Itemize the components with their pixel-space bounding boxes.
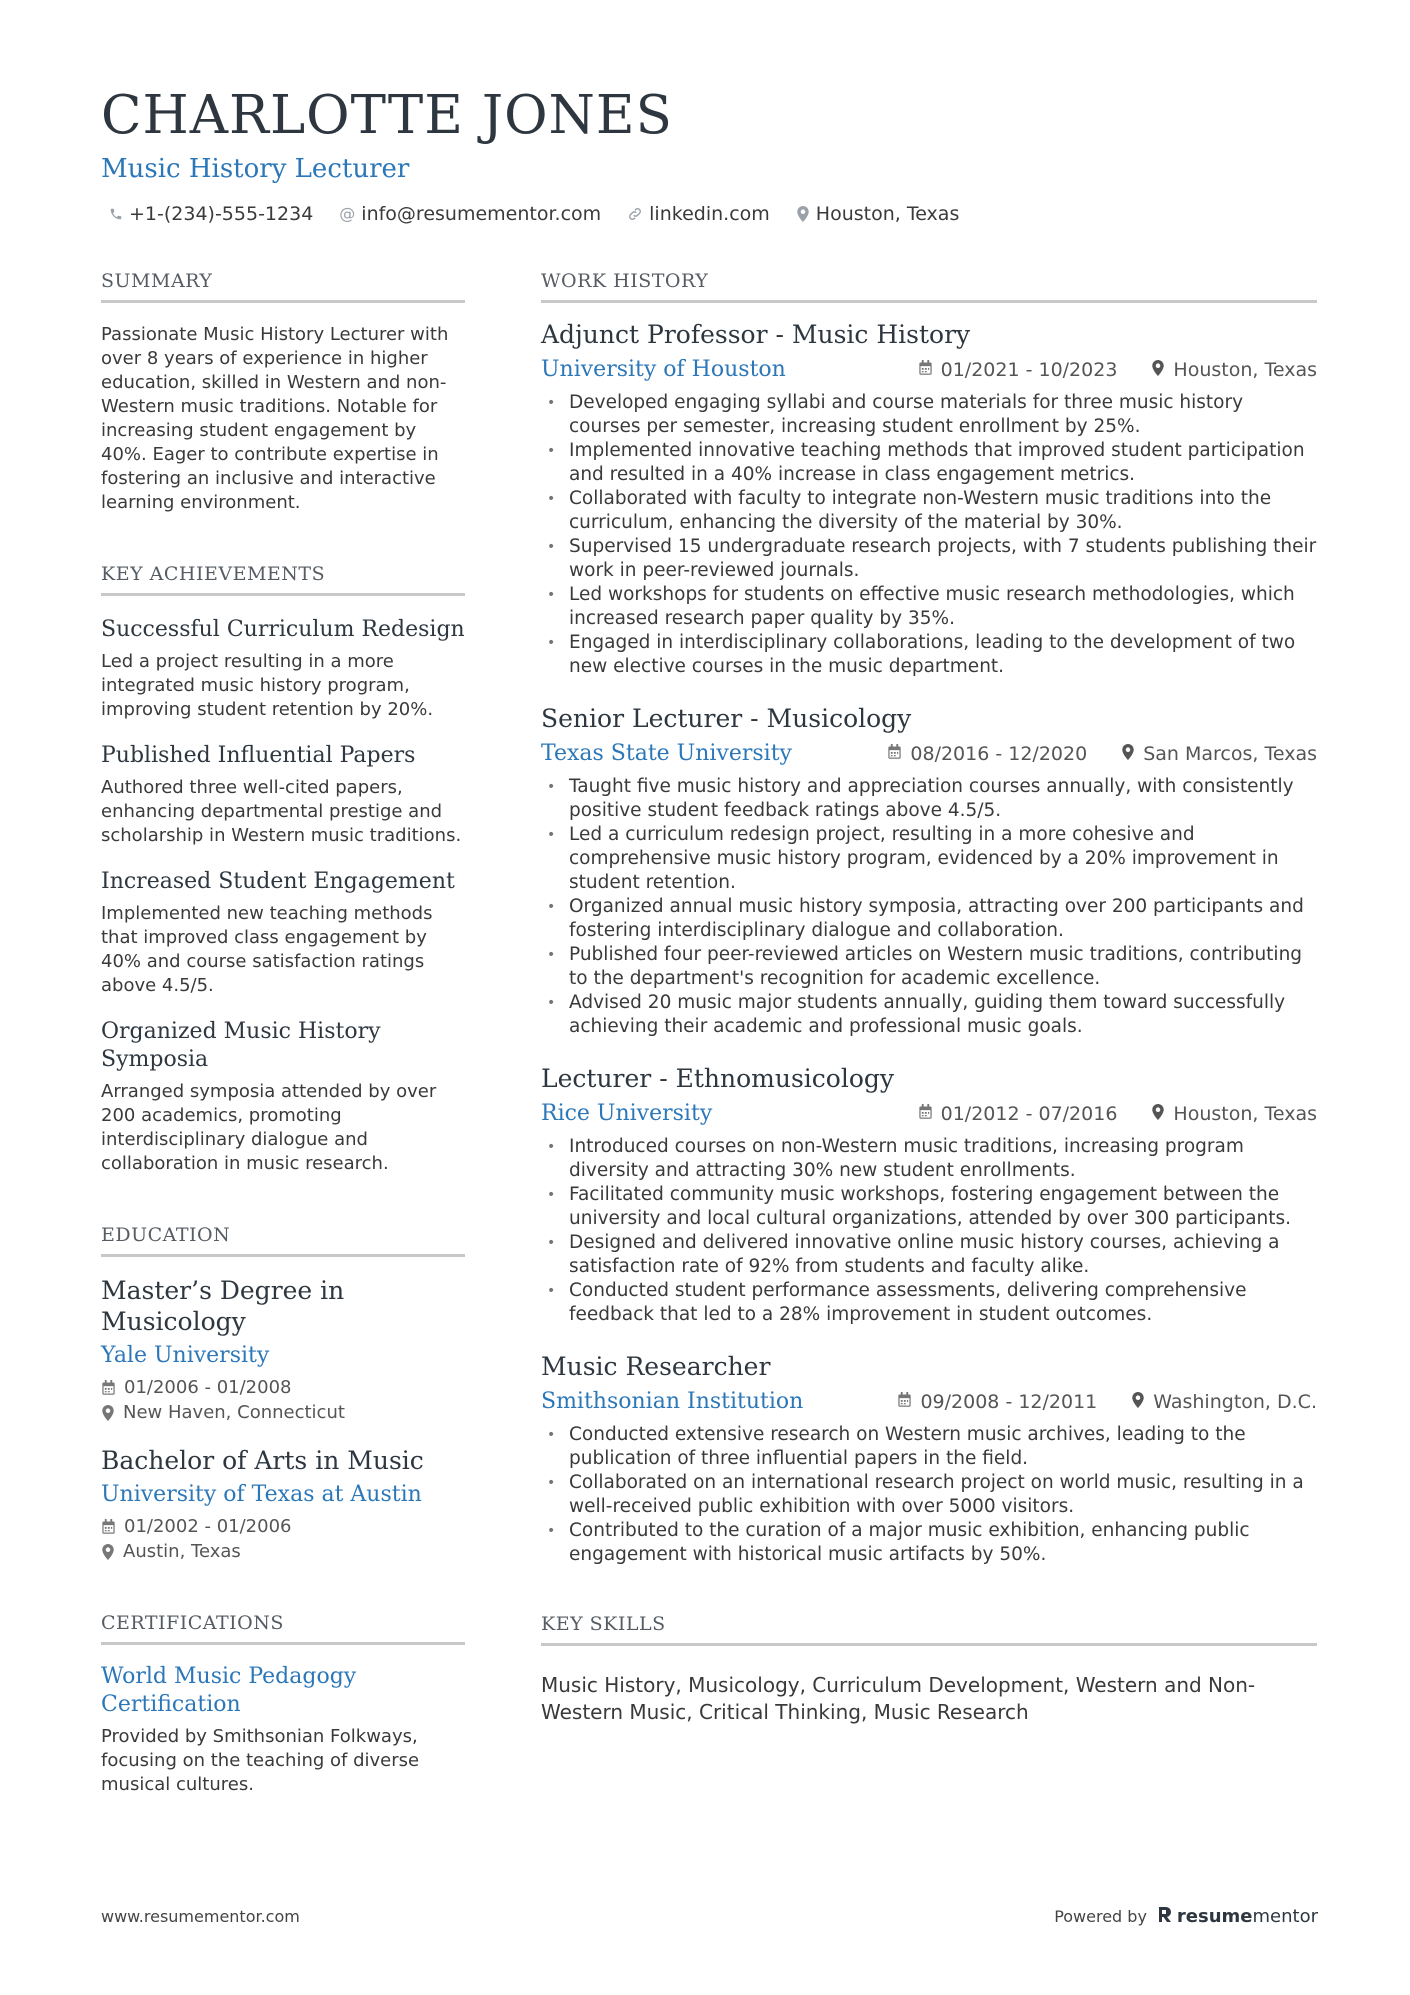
email-text: info@resumementor.com — [361, 203, 602, 225]
calendar-icon — [918, 359, 933, 381]
list-item: • Collaborated with faculty to integrate non-Western music traditions into the curriculum, enhancing the diversity of the material by 30%. — [541, 487, 1317, 535]
list-item: • Led workshops for students on effective music research methodologies, which increased research paper quality by 35%. — [541, 583, 1317, 631]
list-item: • Conducted student performance assessments, delivering comprehensive feedback that led to a 28% improvement in student outcomes. — [541, 1279, 1317, 1327]
achievement-text: Authored three well-cited papers, enhancing departmental prestige and scholarship in Western music traditions. — [101, 777, 462, 846]
list-item: • Engaged in interdisciplinary collaborations, leading to the development of two new elective courses in the music department. — [541, 631, 1317, 679]
map-pin-icon — [796, 206, 810, 222]
work-history-heading: WORK HISTORY — [541, 268, 1317, 303]
employer-name: Rice University — [541, 1101, 713, 1126]
resume-header — [101, 82, 1321, 228]
certifications-section — [101, 1610, 465, 1797]
certification-text: Provided by Smithsonian Folkways, focusing on the teaching of diverse musical cultures. — [101, 1726, 420, 1795]
candidate-role: Music History Lecturer — [101, 154, 410, 184]
link-icon — [627, 206, 643, 222]
list-item: • Organized annual music history symposia, attracting over 200 participants and fostering interdisciplinary dialogue and collaboration. — [541, 895, 1317, 943]
map-pin-icon — [1151, 1103, 1165, 1125]
job-meta-row — [541, 1387, 1317, 1417]
list-item: • Introduced courses on non-Western music traditions, increasing program diversity and attracting 30% new student enrollments. — [541, 1135, 1317, 1183]
achievements-section — [101, 561, 465, 1176]
skills-section — [541, 1611, 1317, 1726]
job-meta — [918, 1103, 1317, 1125]
job-location — [1151, 1103, 1317, 1125]
map-pin-icon — [1121, 743, 1135, 765]
achievement-title: Organized Music History Symposia — [101, 1019, 381, 1072]
education-dates — [101, 1514, 465, 1539]
job-bullets — [541, 391, 1317, 679]
job-meta-row — [541, 355, 1317, 385]
job-title: Lecturer - Ethnomusicology — [541, 1064, 894, 1093]
summary-heading: SUMMARY — [101, 268, 465, 303]
brand-logo[interactable] — [1157, 1905, 1318, 1928]
list-item: • Developed engaging syllabi and course materials for three music history courses per semester, increasing student enrollment by 25%. — [541, 391, 1317, 439]
education-heading: EDUCATION — [101, 1222, 465, 1257]
location-text: Washington, D.C. — [1153, 1391, 1317, 1413]
education-section — [101, 1222, 465, 1564]
job-meta-row — [541, 1099, 1317, 1129]
education-location — [101, 1400, 465, 1425]
footer-website-link[interactable]: www.resumementor.com — [101, 1907, 300, 1926]
calendar-icon — [918, 1103, 933, 1125]
job-meta — [897, 1391, 1317, 1413]
job-title: Adjunct Professor - Music History — [541, 320, 971, 349]
list-item: • Contributed to the curation of a major music exhibition, enhancing public engagement with historical music artifacts by 50%. — [541, 1519, 1317, 1567]
dates-text: 08/2016 - 12/2020 — [910, 743, 1088, 765]
job-dates — [897, 1391, 1097, 1413]
job-entry — [541, 703, 1317, 1039]
job-entry — [541, 1063, 1317, 1327]
achievement-text: Implemented new teaching methods that improved class engagement by 40% and course satisfaction ratings above 4.5/5. — [101, 903, 433, 996]
dates-text: 09/2008 - 12/2011 — [920, 1391, 1098, 1413]
job-bullets — [541, 775, 1317, 1039]
job-meta-row — [541, 739, 1317, 769]
phone-text: +1-(234)-555-1234 — [129, 203, 314, 225]
job-meta — [887, 743, 1317, 765]
job-bullets — [541, 1423, 1317, 1567]
list-item: • Published four peer-reviewed articles on Western music traditions, contributing to the department's recognition for academic excellence. — [541, 943, 1317, 991]
achievement-title: Increased Student Engagement — [101, 869, 455, 894]
school-name: University of Texas at Austin — [101, 1482, 422, 1507]
achievement-text: Led a project resulting in a more integrated music history program, improving student retention by 20%. — [101, 651, 434, 720]
job-entry — [541, 1351, 1317, 1567]
dates-text: 01/2012 - 07/2016 — [940, 1103, 1118, 1125]
achievement-text: Arranged symposia attended by over 200 academics, promoting interdisciplinary dialogue and collaboration in music research. — [101, 1081, 437, 1174]
location-text: Houston, Texas — [815, 203, 960, 225]
list-item: • Supervised 15 undergraduate research projects, with 7 students publishing their work in peer-reviewed journals. — [541, 535, 1317, 583]
achievements-heading: KEY ACHIEVEMENTS — [101, 561, 465, 596]
calendar-icon — [101, 1519, 116, 1535]
linkedin-text: linkedin.com — [649, 203, 770, 225]
skills-text: Music History, Musicology, Curriculum Development, Western and Non-Western Music, Critical Thinking, Music Research — [541, 1673, 1256, 1724]
summary-text: Passionate Music History Lecturer with over 8 years of experience in higher education, skilled in Western and non-Western music traditions. Notable for increasing student engagement by 40%. Eager to contribute expertise in fostering an inclusive and interactive learning environment. — [101, 324, 449, 513]
list-item: • Taught five music history and appreciation courses annually, with consistently positive student feedback ratings above 4.5/5. — [541, 775, 1317, 823]
job-meta — [918, 359, 1317, 381]
job-location — [1131, 1391, 1317, 1413]
degree-title: Master’s Degree in Musicology — [101, 1276, 345, 1336]
job-dates — [918, 359, 1118, 381]
job-title: Music Researcher — [541, 1352, 771, 1381]
contact-linkedin[interactable] — [627, 200, 770, 228]
brand-mark-icon — [1157, 1905, 1173, 1928]
calendar-icon — [101, 1380, 116, 1396]
job-bullets — [541, 1135, 1317, 1327]
certification-name: World Music Pedagogy Certification — [101, 1664, 357, 1717]
certifications-heading: CERTIFICATIONS — [101, 1610, 465, 1645]
achievement-item — [101, 868, 465, 998]
list-item: • Collaborated on an international research project on world music, resulting in a well-received public exhibition with over 5000 visitors. — [541, 1471, 1317, 1519]
at-icon: @ — [339, 204, 356, 223]
job-entry — [541, 319, 1317, 679]
calendar-icon — [897, 1391, 912, 1413]
map-pin-icon — [1131, 1391, 1145, 1413]
list-item: • Conducted extensive research on Western music archives, leading to the publication of three influential papers in the field. — [541, 1423, 1317, 1471]
brand-name-light: mentor — [1252, 1906, 1318, 1927]
list-item: • Led a curriculum redesign project, resulting in a more cohesive and comprehensive music history program, evidenced by a 20% improvement in student retention. — [541, 823, 1317, 895]
certification-item — [101, 1663, 465, 1797]
contact-location — [796, 200, 960, 228]
left-column — [101, 268, 465, 1843]
location-text: Houston, Texas — [1173, 359, 1317, 381]
employer-name: University of Houston — [541, 357, 786, 382]
dates-text: 01/2021 - 10/2023 — [940, 359, 1118, 381]
degree-title: Bachelor of Arts in Music — [101, 1446, 424, 1475]
achievement-title: Published Influential Papers — [101, 743, 416, 768]
powered-by — [1054, 1905, 1318, 1928]
list-item: • Implemented innovative teaching methods that improved student participation and resulted in a 40% increase in class engagement metrics. — [541, 439, 1317, 487]
map-pin-icon — [101, 1405, 115, 1421]
page-footer — [101, 1905, 1318, 1928]
education-item — [101, 1445, 465, 1564]
education-location — [101, 1539, 465, 1564]
map-pin-icon — [101, 1544, 115, 1560]
location-text: Houston, Texas — [1173, 1103, 1317, 1125]
job-dates — [887, 743, 1087, 765]
brand-name-bold: resume — [1176, 1906, 1253, 1927]
education-item — [101, 1275, 465, 1425]
skills-heading: KEY SKILLS — [541, 1611, 1317, 1646]
school-name: Yale University — [101, 1343, 270, 1368]
candidate-name: CHARLOTTE JONES — [101, 85, 673, 146]
list-item: • Designed and delivered innovative online music history courses, achieving a satisfaction rate of 92% from students and faculty alike. — [541, 1231, 1317, 1279]
contact-phone[interactable] — [109, 200, 313, 228]
job-dates — [918, 1103, 1118, 1125]
achievement-item — [101, 1018, 465, 1176]
job-location — [1151, 359, 1317, 381]
employer-name: Smithsonian Institution — [541, 1389, 804, 1414]
location-text: San Marcos, Texas — [1143, 743, 1317, 765]
job-location — [1121, 743, 1317, 765]
list-item: • Advised 20 music major students annually, guiding them toward successfully achieving their academic and professional music goals. — [541, 991, 1317, 1039]
summary-section — [101, 268, 465, 515]
phone-icon — [109, 207, 123, 221]
dates-text: 01/2006 - 01/2008 — [124, 1377, 292, 1398]
achievement-item — [101, 742, 465, 848]
contact-email[interactable] — [339, 200, 601, 228]
calendar-icon — [887, 743, 902, 765]
contact-bar — [101, 200, 1321, 228]
powered-by-label: Powered by — [1054, 1907, 1147, 1926]
list-item: • Facilitated community music workshops, fostering engagement between the university and local cultural organizations, attended by over 300 participants. — [541, 1183, 1317, 1231]
location-text: Austin, Texas — [123, 1541, 241, 1562]
right-column — [541, 268, 1317, 1726]
achievement-title: Successful Curriculum Redesign — [101, 617, 465, 642]
education-dates — [101, 1375, 465, 1400]
location-text: New Haven, Connecticut — [123, 1402, 345, 1423]
work-history-section — [541, 268, 1317, 1567]
dates-text: 01/2002 - 01/2006 — [124, 1516, 292, 1537]
employer-name: Texas State University — [541, 741, 792, 766]
map-pin-icon — [1151, 359, 1165, 381]
achievement-item — [101, 616, 465, 722]
job-title: Senior Lecturer - Musicology — [541, 704, 912, 733]
